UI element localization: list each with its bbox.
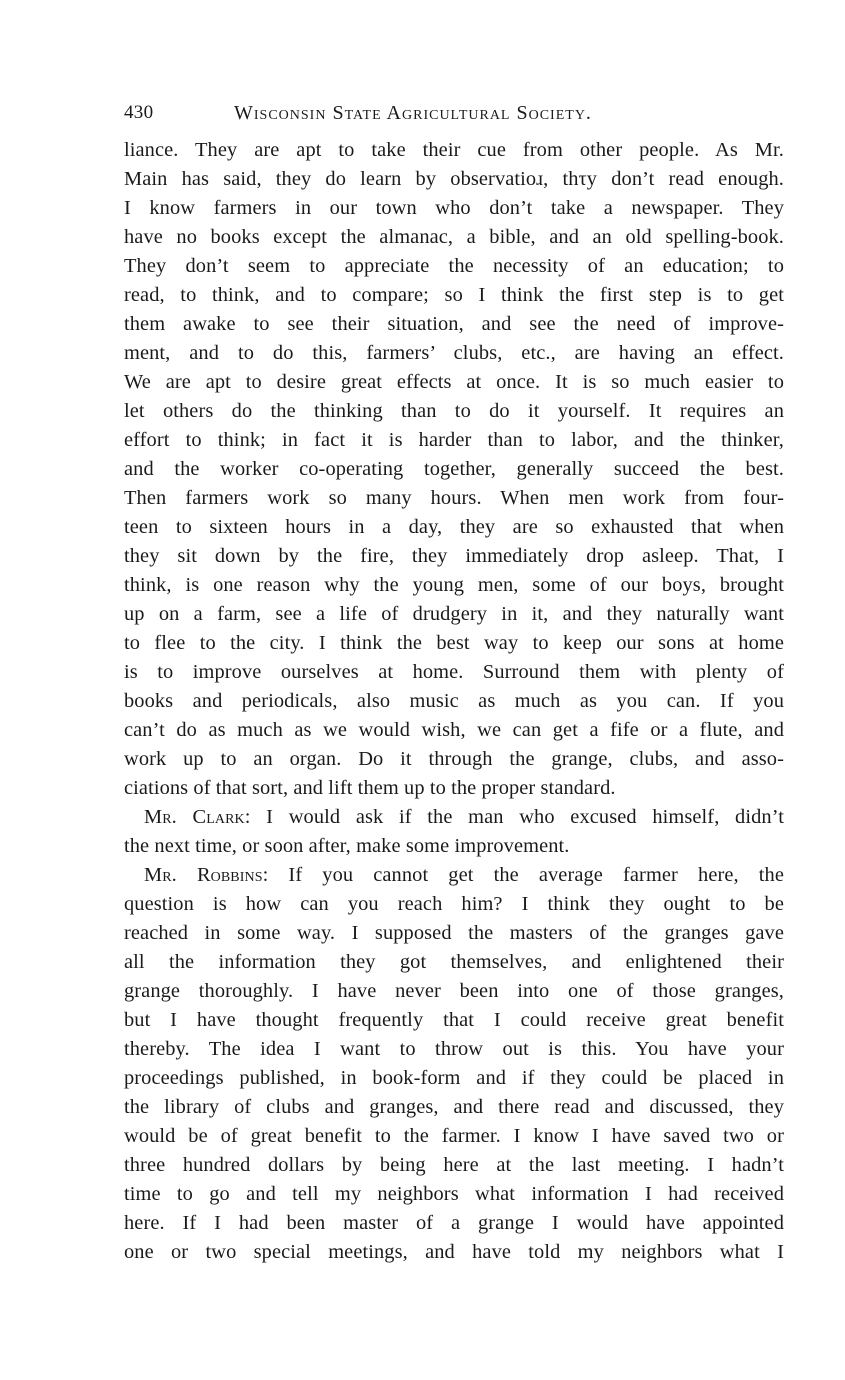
text-line: is to improve ourselves at home. Surround them with plenty of xyxy=(124,661,784,683)
text-line: I know farmers in our town who don’t take a newspaper. They xyxy=(124,197,784,219)
text-line: think, is one reason why the young men, some of our boys, brought xyxy=(124,574,784,596)
text-line: they sit down by the fire, they immediately drop asleep. That, I xyxy=(124,545,784,567)
body-text xyxy=(124,136,784,1267)
text-line: Main has said, they do learn by observatioɹ, thτy don’t read enough. xyxy=(124,168,784,190)
paragraph-1 xyxy=(124,136,784,803)
text-line: thereby. The idea I want to throw out is this. You have your xyxy=(124,1038,784,1060)
text-line: to flee to the city. I think the best way to keep our sons at home xyxy=(124,632,784,654)
speaker-name: Mr. Robbins: xyxy=(144,864,269,886)
text-line: one or two special meetings, and have told my neighbors what I xyxy=(124,1241,784,1263)
speech-text: I would ask if the man who excused himself, didn’t xyxy=(250,806,784,828)
paragraph-robbins xyxy=(124,861,784,1267)
text-line: ciations of that sort, and lift them up to the proper standard. xyxy=(124,777,616,799)
text-line: work up to an organ. Do it through the grange, clubs, and asso- xyxy=(124,748,784,770)
text-line: grange thoroughly. I have never been into one of those granges, xyxy=(124,980,784,1002)
text-line: proceedings published, in book-form and if they could be placed in xyxy=(124,1067,784,1089)
text-line: but I have thought frequently that I could receive great benefit xyxy=(124,1009,784,1031)
text-line: effort to think; in fact it is harder than to labor, and the thinker, xyxy=(124,429,784,451)
speech-text: If you cannot get the average farmer here, the xyxy=(268,864,784,886)
text-line: let others do the thinking than to do it yourself. It requires an xyxy=(124,400,784,422)
text-line: them awake to see their situation, and see the need of improve- xyxy=(124,313,784,335)
text-line: all the information they got themselves, and enlightened their xyxy=(124,951,784,973)
paragraph-clark xyxy=(124,803,784,861)
text-line xyxy=(124,803,784,832)
page-header xyxy=(124,96,784,136)
speaker-name: Mr. Clark: xyxy=(144,806,251,828)
text-line xyxy=(124,861,784,890)
text-line: the library of clubs and granges, and there read and discussed, they xyxy=(124,1096,784,1118)
text-line: ment, and to do this, farmers’ clubs, etc., are having an effect. xyxy=(124,342,784,364)
text-line: here. If I had been master of a grange I would have appointed xyxy=(124,1212,784,1234)
book-page xyxy=(124,96,784,1267)
text-line: liance. They are apt to take their cue from other people. As Mr. xyxy=(124,139,784,161)
text-line: time to go and tell my neighbors what information I had received xyxy=(124,1183,784,1205)
text-line: reached in some way. I supposed the masters of the granges gave xyxy=(124,922,784,944)
text-line: can’t do as much as we would wish, we can get a fife or a flute, and xyxy=(124,719,784,741)
page-number: 430 xyxy=(124,102,154,123)
text-line: three hundred dollars by being here at the last meeting. I hadn’t xyxy=(124,1154,784,1176)
text-line: We are apt to desire great effects at once. It is so much easier to xyxy=(124,371,784,393)
text-line: up on a farm, see a life of drudgery in it, and they naturally want xyxy=(124,603,784,625)
text-line: read, to think, and to compare; so I think the first step is to get xyxy=(124,284,784,306)
text-line: teen to sixteen hours in a day, they are so exhausted that when xyxy=(124,516,784,538)
text-line: books and periodicals, also music as much as you can. If you xyxy=(124,690,784,712)
running-head: Wisconsin State Agricultural Society. xyxy=(234,102,592,124)
text-line: the next time, or soon after, make some improvement. xyxy=(124,835,570,857)
text-line: have no books except the almanac, a bible, and an old spelling-book. xyxy=(124,226,784,248)
text-line: Then farmers work so many hours. When men work from four- xyxy=(124,487,784,509)
text-line: would be of great benefit to the farmer. I know I have saved two or xyxy=(124,1125,784,1147)
text-line: and the worker co-operating together, generally succeed the best. xyxy=(124,458,784,480)
text-line: They don’t seem to appreciate the necessity of an education; to xyxy=(124,255,784,277)
text-line: question is how can you reach him? I think they ought to be xyxy=(124,893,784,915)
